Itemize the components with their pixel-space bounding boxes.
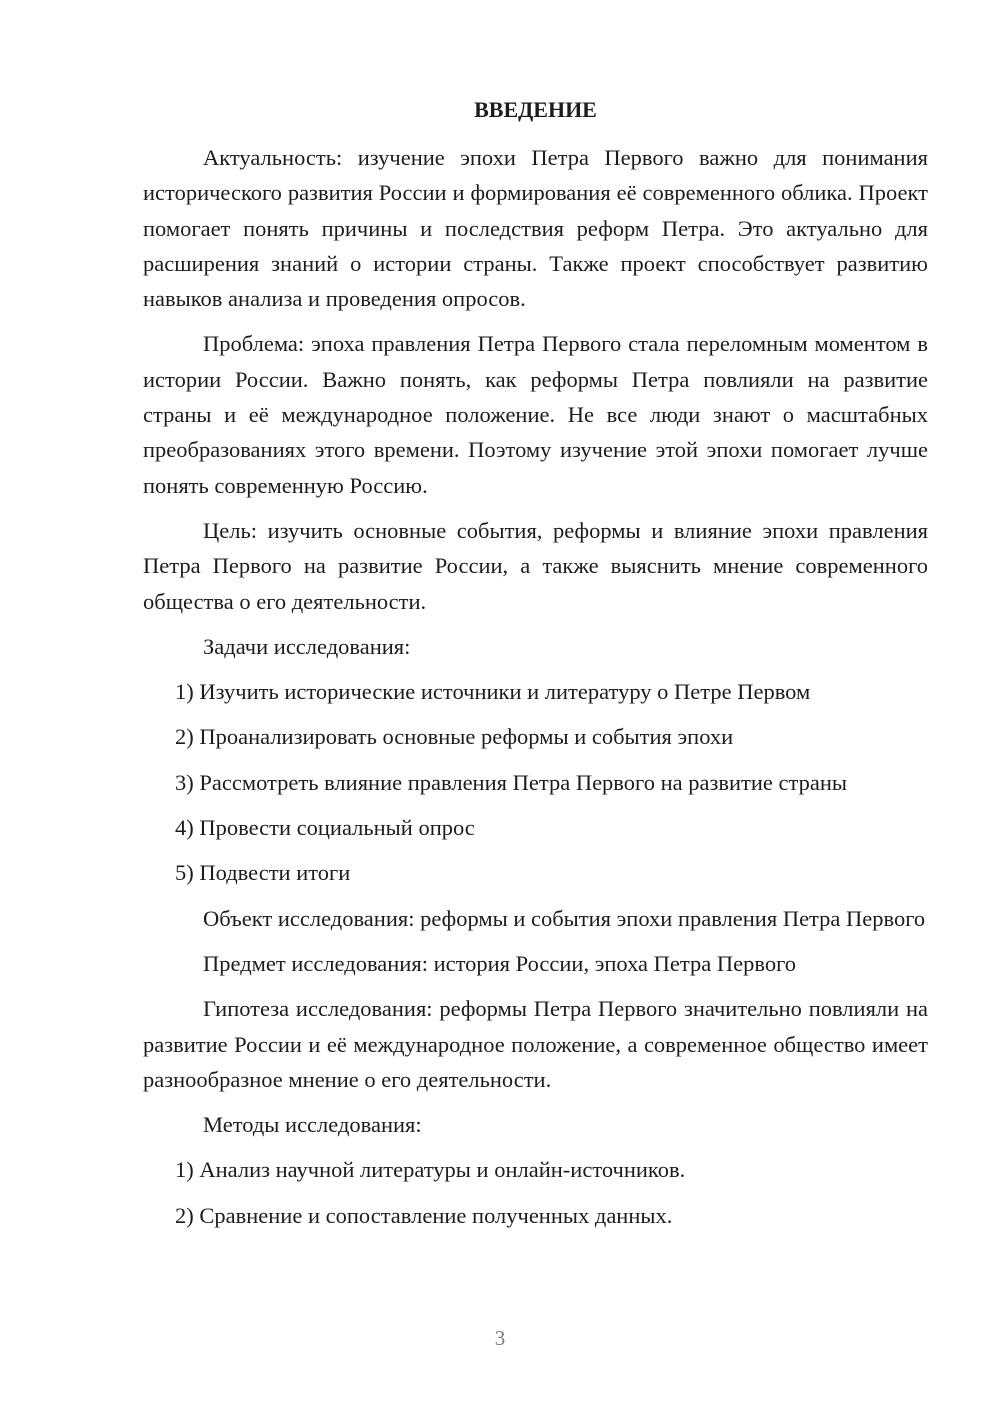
- methods-list: [143, 1152, 928, 1233]
- list-item: 3) Рассмотреть влияние правления Петра Первого на развитие страны: [175, 769, 847, 795]
- page-number: 3: [494, 1326, 506, 1350]
- methods-label: Методы исследования:: [203, 1112, 422, 1138]
- list-item: 1) Изучить исторические источники и литературу о Петре Первом: [175, 679, 811, 705]
- object-paragraph: Объект исследования: реформы и события эпохи правления Петра Первого: [203, 905, 926, 931]
- list-item: 4) Провести социальный опрос: [175, 815, 475, 841]
- document-page: [143, 92, 928, 1243]
- list-item: 5) Подвести итоги: [175, 860, 351, 886]
- goal-paragraph: Цель: изучить основные события, реформы и влияние эпохи правления Петра Первого на развитие России, а также выяснить мнение современного общества о его деятельности.: [143, 517, 928, 614]
- tasks-label: Задачи исследования:: [203, 633, 411, 659]
- tasks-list: [143, 674, 928, 890]
- list-item: 2) Сравнение и сопоставление полученных данных.: [175, 1202, 673, 1228]
- subject-paragraph: Предмет исследования: история России, эпоха Петра Первого: [203, 950, 796, 976]
- problem-paragraph: Проблема: эпоха правления Петра Первого стала переломным моментом в истории России. Важно понять, как реформы Петра повлияли на развитие страны и её международное положение. Не все люди знают о масштабных преобразованиях этого времени. Поэтому изучение этой эпохи помогает лучше понять современную Россию.: [143, 331, 928, 498]
- hypothesis-paragraph: Гипотеза исследования: реформы Петра Первого значительно повлияли на развитие России и её международное положение, а современное общество имеет разнообразное мнение о его деятельности.: [143, 996, 928, 1092]
- section-title: ВВЕДЕНИЕ: [474, 97, 597, 122]
- relevance-paragraph: Актуальность: изучение эпохи Петра Первого важно для понимания исторического развития России и формирования её современного облика. Проект помогает понять причины и последствия реформ Петра. Это актуально для расширения знаний о истории страны. Также проект способствует развитию навыков анализа и проведения опросов.: [143, 145, 928, 312]
- list-item: 1) Анализ научной литературы и онлайн-источников.: [175, 1157, 686, 1183]
- list-item: 2) Проанализировать основные реформы и события эпохи: [175, 724, 734, 750]
